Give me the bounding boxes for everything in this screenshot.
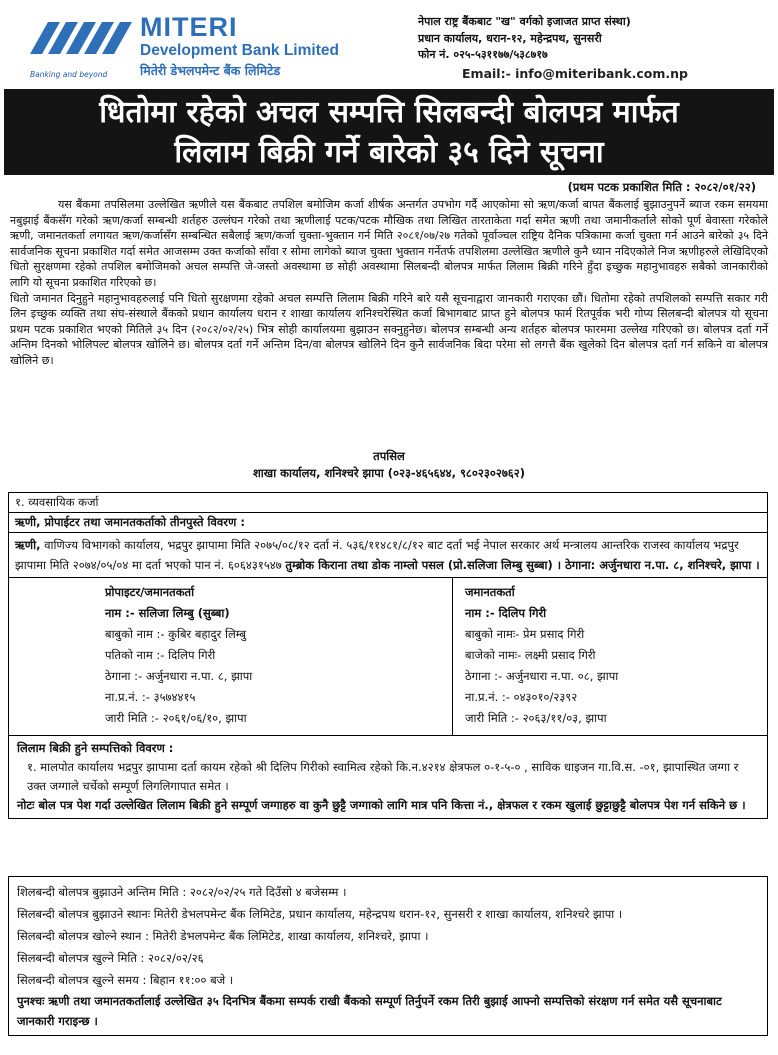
guarantor-father: बाबुको नामः- प्रेम प्रसाद गिरी: [465, 627, 585, 641]
email-link[interactable]: Email:- info@miteribank.com.np: [462, 65, 688, 81]
bank-contact: [418, 14, 768, 82]
party-details: [9, 578, 767, 736]
bank-name-en: MITERI: [140, 12, 238, 42]
borrower-details: [9, 533, 767, 578]
loan-details-box: [8, 492, 768, 819]
borrower-text: वाणिज्य विभागको कार्यालय, भद्रपुर झापामा मिति २०७५/०८/१२ दर्ता नं. ५३६/११४८१/८/१२ बाट दर्ता भई नेपाल सरकार अर्थ मन्त्रालय आन्तरिक राजस्व कार्यालय भद्रपुर झापामा मिति २०७४/०५/०४ मा दर्ता भएको पान नं. ६०६४३१५४७: [15, 538, 739, 572]
body-paragraph-2: धितो जमानत दिनुहुने महानुभावहरुलाई पनि धितो सुरक्षणमा रहेको अचल सम्पत्ति लिलाम बिक्री गरिने बारे यसै सूचनाद्वारा जानकारी गराएका छौं। धितोमा रहेको तपशिलको सम्पत्ति सकार गरी लिन इच्छुक व्यक्ति तथा संघ-संस्थाले बैंकको प्रधान कार्यालय धरान र शाखा कार्यालय शनिश्चरेस्थित कर्जा बिभागबाट प्राप्त हुने बोलपत्र फार्म रितपूर्वक भरी गोप्य सिलबन्दी बोलपत्र यो सूचना प्रथम पटक प्रकाशित भएको मितिले ३५ दिन (२०८२/०२/२५) भित्र सोही कार्यालयमा बुझाउन सक्नुहुनेछ। बोलपत्र सम्बन्धी अन्य शर्तहरु बोलपत्र फारममा उल्लेख गरिएको छ। बोलपत्र दर्ता गर्ने अन्तिम दिनको भोलिपल्ट बोलपत्र खोलिने छ। बोलपत्र दर्ता गर्ने अन्तिम दिन/वा बोलपत्र खोलिने दिन कुनै सार्वजनिक बिदा परेमा सो लगत्तै बैंक खुलेको दिन बोलपत्र दर्ता गर्न सकिने वा बोलपत्र खोलिने छ।: [10, 291, 768, 367]
guarantor-citizenship: ना.प्र.नं. :- ०४३०१०/२३९२: [465, 690, 578, 704]
property-note: नोटः बोल पत्र पेश गर्दा उल्लेखित लिलाम बिक्री हुने सम्पूर्ण जग्गाहरु वा कुनै छुट्टै जग्गाको लागि मात्र पनि कित्ता नं., क्षेत्रफल र रकम खुलाई छुट्टाछुट्टै बोलपत्र पेश गर्न सकिने छ ।: [17, 798, 746, 812]
loan-type: १. व्यवसायिक कर्जा: [9, 493, 767, 513]
phone-text: फोन नं. ०२५-५३११७७/५३८७१७: [418, 48, 548, 61]
property-item-1: १. मालपोत कार्यालय भद्रपुर झापामा दर्ता कायम रहेको श्री दिलिप गिरीको स्वामित्व रहेको कि.न.४२१४ क्षेत्रफल ०-१-५-० , साविक धाइजन गा.वि.स. -०१, झापास्थित जग्गा र उक्त जग्गाले चर्चेको सम्पूर्ण लिगलिगापात समेत ।: [27, 760, 739, 793]
borrower-label: ऋणी,: [15, 538, 41, 552]
proprietor-name: नाम :- सलिजा लिम्बु (सुब्बा): [105, 606, 230, 620]
proprietor-husband: पतिको नाम :- दिलिप गिरी: [105, 648, 216, 662]
notice-title-line2: लिलाम बिक्री गर्ने बारेको ३५ दिने सूचना: [174, 135, 604, 170]
guarantor-address: ठेगाना :- अर्जुनधारा न.पा. ०८, झापा: [465, 669, 619, 683]
notice-title-line1: धितोमा रहेको अचल सम्पत्ति सिलबन्दी बोलपत्र मार्फत: [99, 95, 679, 130]
bid-deadline: शिलबन्दी बोलपत्र बुझाउने अन्तिम मिति : २०८२/०२/२५ गते दिउँसो ४ बजेसम्म ।: [17, 885, 347, 899]
property-heading: लिलाम बिक्री हुने सम्पत्तिको विवरण :: [17, 741, 174, 755]
bank-logo-icon: [26, 14, 138, 76]
bid-opening-place: सिलबन्दी बोलपत्र खोल्ने स्थान : मितेरी डेभलपमेन्ट बैंक लिमिटेड, शाखा कार्यालय, शनिश्चरे, झापा ।: [17, 929, 429, 943]
guarantor-grandfather: बाजेको नामः- लक्ष्मी प्रसाद गिरी: [465, 648, 596, 662]
bank-tagline: Banking and beyond: [30, 70, 108, 79]
body-paragraph-1: यस बैंकमा तपसिलमा उल्लेखित ऋणीले यस बैंकबाट तपशिल बमोजिम कर्जा शीर्षक अन्तर्गत उपभोग गर्दै आएकोमा सो ऋण/कर्जा बापत बैंकलाई बुझाउनुपर्ने ब्याज रकम समयमा नबुझाई बैंकसँग गरेको ऋण/कर्जा सम्बन्धी शर्तहरु उल्लंघन गरेको तथा ऋणीलाई पटक/पटक मौखिक तथा लिखित तारताकेता गर्दा समेत ऋणी तथा जमानीकर्तालेे सोको पूर्ण बेवास्ता गरेकोले ऋणी, जमानतकर्ता लगायत ऋण/कर्जासँग सम्बन्धित सबैलाई ऋण/कर्जा चुक्ता-भुक्तान गर्न मिति २०८१/०७/२७ गतेको पूर्वाञ्चल राष्ट्रिय दैनिक पत्रिकामा कर्जा चुक्ता गर्न आउने बारेको ३५ दिने सार्वजनिक सूचना प्रकाशित गर्दा समेत आजसम्म उक्त कर्जाको साँवा र सोमा लागेको ब्याज चुक्ता भुक्तान गर्नेतर्फ तपशिलमा उल्लेखित ऋणीले कुनै ध्यान नदिएकोले निज ऋणीहरुले लेखिदिएको धितो सुरक्षणमा रहेको तपशिल बमोजिमको अचल सम्पत्ति जे-जस्तो अवस्थामा छ सोही अवस्थामा सिलबन्दी बोलपत्र मार्फत लिलाम बिक्री गरिने हुँदा इच्छुक महानुभावहरु सबैको जानकारीको लागि यो सूचना प्रकाशित गरिएको छ।: [10, 198, 768, 289]
notice-body: [10, 197, 768, 369]
proprietor-issued: जारी मिति :- २०६१/०६/१०, झापा: [105, 711, 247, 725]
proprietor-citizenship: ना.प्र.नं. :- ३५७४४१५: [105, 690, 196, 704]
guarantor-name: नाम :- दिलिप गिरी: [465, 606, 547, 620]
notice-title-banner: [4, 89, 774, 175]
bid-schedule-box: [8, 876, 768, 1036]
bid-submission-place: सिलबन्दी बोलपत्र बुझाउने स्थानः मितेरी डेभलपमेन्ट बैंक लिमिटेड, प्रधान कार्यालय, महेन्द्रपथ धरान-१२, सुनसरी र शाखा कार्यालय, शनिश्चरे झापा ।: [17, 907, 623, 921]
tapsil-title: तपसिल: [373, 449, 405, 463]
proprietor-father: बाबुको नाम :- कुबिर बहादुर लिम्बु: [105, 627, 247, 641]
guarantor-heading: जमानतकर्ता: [465, 585, 515, 599]
branch-info: शाखा कार्यालय, शनिश्चरे झापा (०२३-४६५६४४, ९८०२३०२७६२): [252, 466, 526, 480]
borrower-section-title: ऋणी, प्रोपाईटर तथा जमानतकर्ताको तीनपुस्ते विवरण :: [9, 513, 767, 533]
bank-name-en-sub: Development Bank Limited: [140, 42, 339, 59]
guarantor-issued: जारी मिति :- २०६३/११/०३, झापा: [465, 711, 607, 725]
proprietor-details: [9, 578, 453, 735]
borrower-firm-name: तुम्ब्रोक किराना तथा डोक नाम्लो पसल (प्रो.सलिजा लिम्बु सुब्बा) । ठेगाना: अर्जुनधारा न.पा. ८, शनिश्चरे, झापा ।: [285, 558, 760, 572]
published-date: (प्रथम पटक प्रकाशित मिति : २०८२/०१/२२): [567, 180, 756, 194]
property-details: [9, 736, 767, 818]
license-text: नेपाल राष्ट्र बैंकबाट "ख" वर्गको इजाजत प्राप्त संस्था): [418, 15, 631, 28]
bank-name-np: मितेरी डेभलपमेन्ट बैंक लिमिटेड: [140, 63, 281, 78]
bid-opening-date: सिलबन्दी बोलपत्र खुल्ने मिति : २०८२/०२/२६: [17, 951, 204, 965]
notice-header: [0, 0, 778, 88]
guarantor-details: [453, 578, 767, 735]
schedule-heading: [0, 448, 778, 482]
postscript-note: पुनश्चः ऋणी तथा जमानतकर्तालाई उल्लेखित ३५ दिनभित्र बैंकमा सम्पर्क राखी बैंकको सम्पूर्ण तिर्नुपर्ने रकम तिरी बुझाई आफ्नो सम्पत्तिको संरक्षण गर्न समेत यसै सूचनाबाट जानकारी गराइन्छ ।: [17, 994, 722, 1028]
head-office-text: प्रधान कार्यालय, धरान-१२, महेन्द्रपथ, सुनसरी: [418, 31, 602, 45]
bid-opening-time: सिलबन्दी बोलपत्र खुल्ने समय : बिहान ११:०० बजे ।: [17, 973, 234, 987]
proprietor-address: ठेगाना :- अर्जुनधारा न.पा. ८, झापा: [105, 669, 253, 683]
proprietor-heading: प्रोपाइटर/जमानतकर्ता: [105, 585, 195, 599]
